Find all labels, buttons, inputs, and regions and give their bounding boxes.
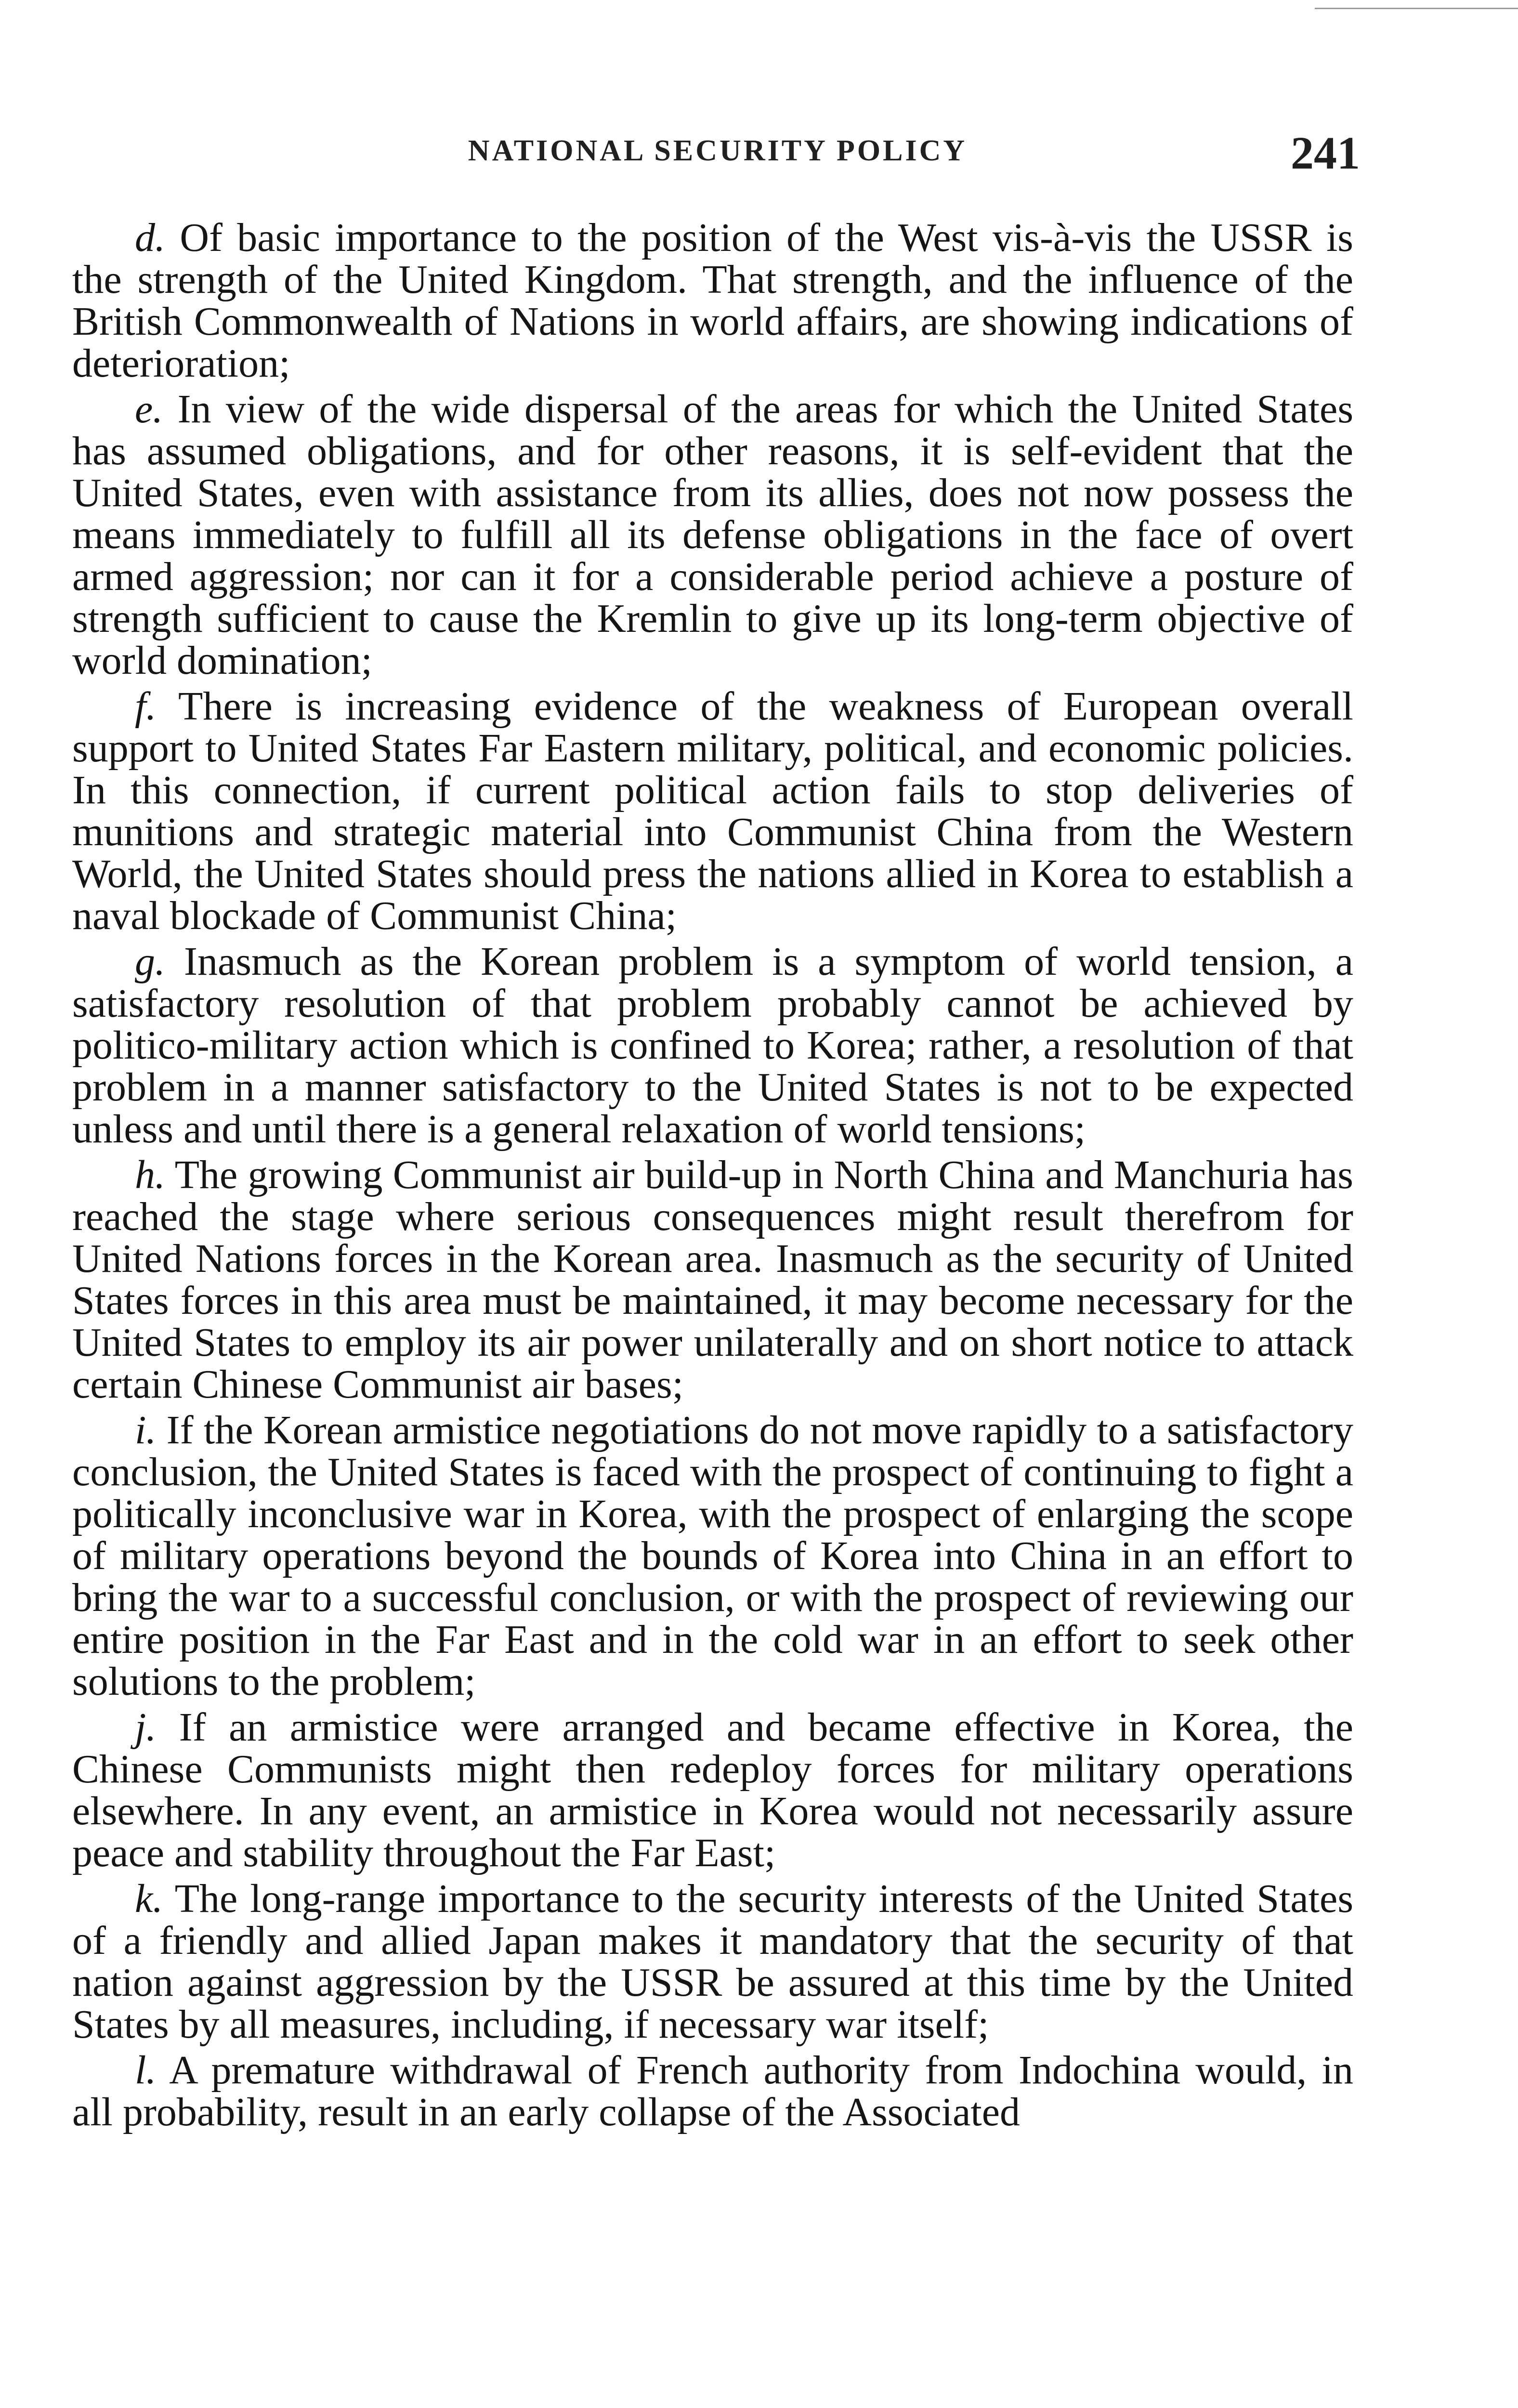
paragraph-text: The growing Communist air build-up in North China and Manchuria has reached the stage where serious consequences might result therefrom for United Nations forces in the Korean area. Inasmuch as the security of United States forces in this area must be maintained, it may become necessary for the United States to employ its air power unilaterally and on short notice to attack certain Chinese Communist air bases; [72,1152,1353,1407]
paragraph-l [72,2049,1353,2133]
paragraph-i [72,1409,1353,1702]
paragraph-j [72,1706,1353,1874]
paragraph-marker: i. [135,1408,157,1453]
page-number: 241 [1291,127,1360,179]
paragraph-marker: l. [135,2048,157,2093]
scan-edge-rule [1315,8,1518,9]
paragraph-marker: h. [135,1152,165,1197]
paragraph-marker: j. [135,1705,157,1750]
paragraph-marker: g. [135,939,165,984]
paragraph-marker: e. [135,387,163,432]
paragraph-f [72,685,1353,937]
paragraph-text: Inasmuch as the Korean problem is a symptom of world tension, a satisfactory resolution of that problem probably cannot be achieved by politico-military action which is confined to Korea; rather, a resolution of that problem in a manner satisfactory to the United States is not to be expected unless and until there is a general relaxation of world tensions; [72,939,1353,1152]
paragraph-text: A premature withdrawal of French authority from Indochina would, in all probability, result in an early collapse of the Associated [72,2048,1353,2134]
paragraph-marker: k. [135,1876,163,1921]
paragraph-text: In view of the wide dispersal of the areas for which the United States has assumed obligations, and for other reasons, it is self-evident that the United States, even with assistance from its allies, does not now possess the means immediately to fulfill all its defense obligations in the face of overt armed aggression; nor can it for a considerable period achieve a posture of strength sufficient to cause the Kremlin to give up its long-term objective of world domination; [72,387,1354,683]
paragraph-k [72,1878,1353,2045]
paragraph-e [72,388,1353,681]
paragraph-d [72,217,1353,384]
paragraph-marker: d. [135,215,165,260]
paragraph-text: There is increasing evidence of the weakness of European overall support to United States Far Eastern military, political, and economic policies. In this connection, if current political action fails to stop deliveries of munitions and strategic material into Communist China from the Western World, the United States should press the nations allied in Korea to establish a naval blockade of Communist China; [72,684,1354,938]
paragraph-g [72,941,1353,1150]
paragraph-h [72,1154,1353,1405]
paragraph-text: If an armistice were arranged and became effective in Korea, the Chinese Communists might then redeploy forces for military operations elsewhere. In any event, an armistice in Korea would not necessarily assure peace and stability throughout the Far East; [72,1705,1353,1875]
paragraph-text: Of basic importance to the position of the West vis-à-vis the USSR is the strength of the United Kingdom. That strength, and the influence of the British Commonwealth of Nations in world affairs, are showing indications of deterioration; [72,215,1353,386]
paragraph-text: The long-range importance to the security interests of the United States of a friendly and allied Japan makes it mandatory that the security of that nation against aggression by the USSR be assured at this time by the United States by all measures, including, if necessary war itself; [72,1876,1354,2047]
paragraph-text: If the Korean armistice negotiations do not move rapidly to a satisfactory conclusion, the United States is faced with the prospect of continuing to fight a politically inconclusive war in Korea, with the prospect of enlarging the scope of military operations beyond the bounds of Korea into China in an effort to bring the war to a successful conclusion, or with the prospect of reviewing our entire position in the Far East and in the cold war in an effort to seek other solutions to the problem; [72,1408,1354,1704]
paragraph-marker: f. [135,684,157,729]
body-text [72,217,1353,2137]
running-head: NATIONAL SECURITY POLICY [468,134,968,167]
